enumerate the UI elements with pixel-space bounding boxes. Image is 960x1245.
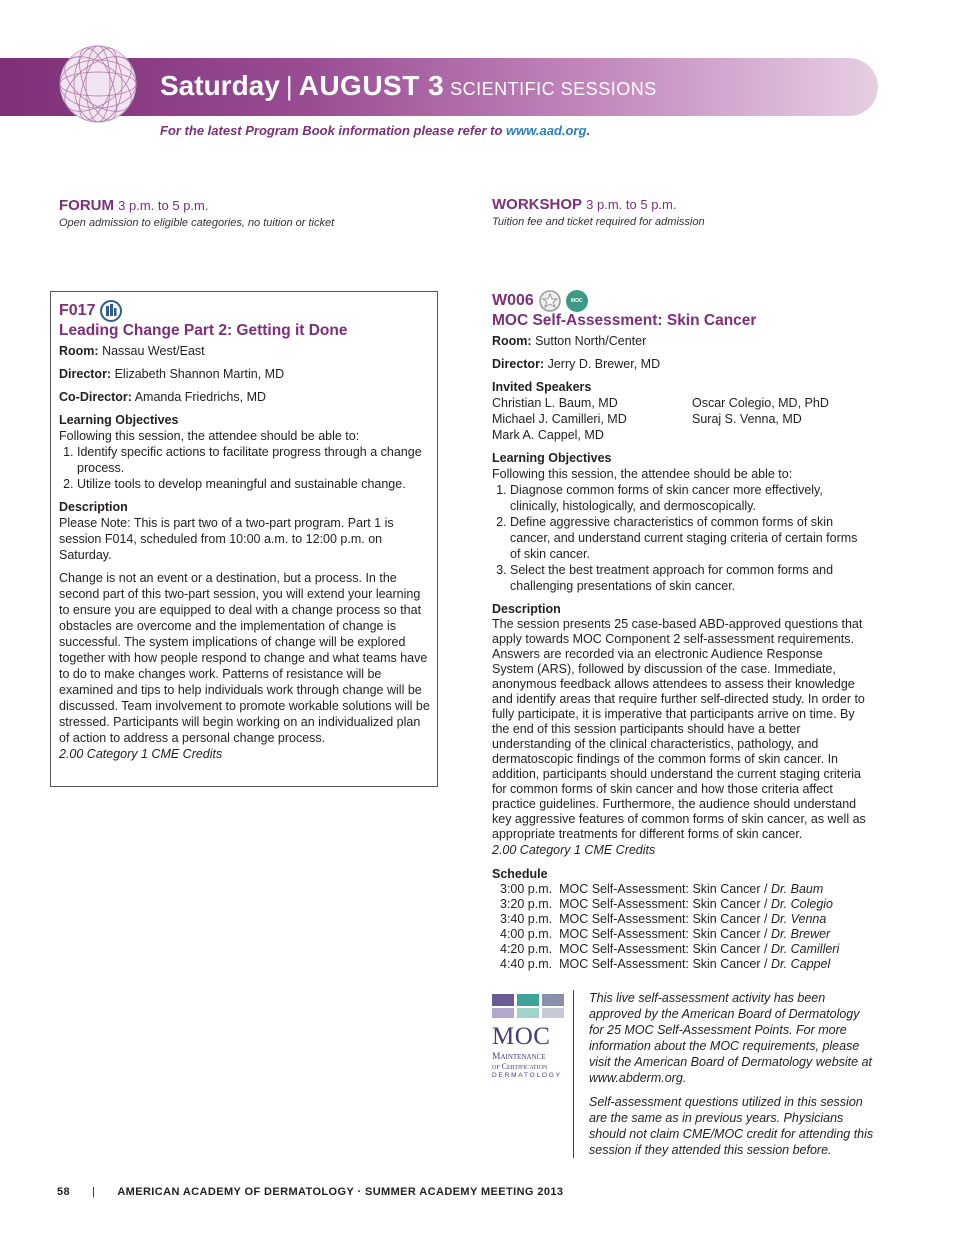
director-line: Director: Jerry D. Brewer, MD xyxy=(492,357,661,371)
objective-item: 1. Identify specific actions to facilitate progress through a change process. xyxy=(77,444,431,476)
cme-credits: 2.00 Category 1 CME Credits xyxy=(492,843,656,857)
objectives-intro: Following this session, the attendee should be able to: xyxy=(492,467,793,481)
cme-credits: 2.00 Category 1 CME Credits xyxy=(59,747,223,761)
meeting-name: AMERICAN ACADEMY OF DERMATOLOGY · SUMMER ACADEMY MEETING 2013 xyxy=(117,1186,564,1198)
self-assessment-icon xyxy=(539,290,561,312)
objective-item: 3. Select the best treatment approach for common forms and challenging presentations of skin cancer. xyxy=(510,562,866,594)
speaker: Mark A. Cappel, MD xyxy=(492,428,604,442)
moc-mark: MOC xyxy=(492,1023,551,1050)
description-heading: Description xyxy=(59,500,128,514)
room-line: Room: Nassau West/East xyxy=(59,344,205,358)
objectives-list xyxy=(59,444,431,492)
schedule-row: 4:20 p.m. MOC Self-Assessment: Skin Cancer / Dr. Camilleri xyxy=(500,942,840,956)
moc-logo: MOC Maintenance of Certification DERMATOLOGY xyxy=(492,994,564,1080)
day-label: Saturday xyxy=(160,70,280,101)
workshop-note: Tuition fee and ticket required for admission xyxy=(492,216,705,228)
forum-note: Open admission to eligible categories, no tuition or ticket xyxy=(59,217,335,229)
program-notice: For the latest Program Book information please refer to www.aad.org. xyxy=(160,123,591,138)
speakers-list xyxy=(492,395,866,443)
director-line: Director: Elizabeth Shannon Martin, MD xyxy=(59,367,285,381)
schedule-list xyxy=(492,882,866,972)
w006-session xyxy=(492,290,866,972)
session-title: Leading Change Part 2: Getting it Done xyxy=(59,322,348,339)
page-number: 58 xyxy=(57,1186,71,1198)
sessions-label: SCIENTIFIC SESSIONS xyxy=(450,79,657,99)
moc-approval-text: This live self-assessment activity has been approved by the American Board of Dermatology for 25 MOC Self-Assessment Points. For more information about the MOC requirements, please visit the American Board of Dermatology website at www.abderm.org. xyxy=(589,991,872,1085)
objectives-list xyxy=(492,482,866,594)
schedule-row: 3:00 p.m. MOC Self-Assessment: Skin Cancer / Dr. Baum xyxy=(500,882,824,896)
title-separator: | xyxy=(285,71,293,101)
objective-item: 2. Define aggressive characteristics of common forms of skin cancer, and understand current staging criteria of certain forms of skin cancer. xyxy=(510,514,866,562)
room-line: Room: Sutton North/Center xyxy=(492,334,647,348)
objective-item: 1. Diagnose common forms of skin cancer more effectively, clinically, histologically, and dermoscopically. xyxy=(510,482,866,514)
date-label: AUGUST 3 xyxy=(298,70,445,101)
moc-badge-icon: MOC xyxy=(566,290,588,312)
speaker: Michael J. Camilleri, MD xyxy=(492,412,627,426)
speaker: Suraj S. Venna, MD xyxy=(692,412,802,426)
schedule-row: 3:20 p.m. MOC Self-Assessment: Skin Cancer / Dr. Colegio xyxy=(500,897,834,911)
objective-item: 2. Utilize tools to develop meaningful and sustainable change. xyxy=(77,476,431,492)
description-body: Change is not an event or a destination, but a process. In the second part of this two-part session, you will extend your learning to ensure you are equipped to deal with a change process so that obstacles are overcome and the implementation of change is successful. The system implications of change will be explored together with how people respond to change and what teams have to do to make changes work. Patterns of resistance will be examined and tips to help individuals work through change will be discussed. Team involvement to promote workable solutions will be stressed. Participants will begin working on an individualized plan of action to address a personal change process. xyxy=(59,571,430,745)
schedule-row: 3:40 p.m. MOC Self-Assessment: Skin Cancer / Dr. Venna xyxy=(500,912,827,926)
description-body: The session presents 25 case-based ABD-approved questions that apply towards MOC Component 2 self-assessment requirements. Answers are recorded via an electronic Audience Response System (ARS), followed by discussion of the case. Immediate, anonymous feedback allows attendees to assess their knowledge and identify areas that require further self-directed study. In order to fully participate, it is imperative that participants arrive on time. By the end of this session participants should have a better understanding of the clinical characteristics, pathology, and dermatoscopic findings of the common forms of skin cancer. In addition, participants should understand the current staging criteria for common forms of skin cancer and how those criteria affect practice guidelines. Furthermore, the audience should understand key aggressive features of common forms of skin cancer, as well as appropriate treatments for different forms of skin cancer. xyxy=(492,617,866,841)
session-code: F017 xyxy=(59,300,431,322)
leadership-icon xyxy=(100,300,122,322)
workshop-heading: WORKSHOP 3 p.m. to 5 p.m. xyxy=(492,196,677,213)
page-footer: 58 | AMERICAN ACADEMY OF DERMATOLOGY · SUMMER ACADEMY MEETING 2013 xyxy=(57,1186,564,1198)
schedule-heading: Schedule xyxy=(492,867,548,881)
speaker: Oscar Colegio, MD, PhD xyxy=(692,396,829,410)
schedule-row: 4:00 p.m. MOC Self-Assessment: Skin Cancer / Dr. Brewer xyxy=(500,927,831,941)
speakers-heading: Invited Speakers xyxy=(492,380,592,394)
schedule-row: 4:40 p.m. MOC Self-Assessment: Skin Cancer / Dr. Cappel xyxy=(500,957,831,971)
globe-icon xyxy=(58,44,138,124)
moc-squares-icon xyxy=(492,994,564,1020)
f017-session xyxy=(59,300,431,762)
objectives-intro: Following this session, the attendee should be able to: xyxy=(59,429,360,443)
objectives-heading: Learning Objectives xyxy=(59,413,179,427)
moc-disclaimer-text: Self-assessment questions utilized in this session are the same as in previous years. Physicians should not claim CME/MOC credit for attending this session if they attended this session before. xyxy=(589,1095,874,1157)
aad-link[interactable]: www.aad.org xyxy=(506,123,587,138)
session-code: W006 MOC xyxy=(492,290,866,312)
forum-heading: FORUM 3 p.m. to 5 p.m. xyxy=(59,197,209,214)
objectives-heading: Learning Objectives xyxy=(492,451,612,465)
session-title: MOC Self-Assessment: Skin Cancer xyxy=(492,312,757,329)
page-title xyxy=(160,70,657,102)
moc-note xyxy=(573,990,874,1158)
description-heading: Description xyxy=(492,602,561,616)
codirector-line: Co-Director: Amanda Friedrichs, MD xyxy=(59,390,267,404)
description-note: Please Note: This is part two of a two-part program. Part 1 is session F014, scheduled from 10:00 a.m. to 12:00 p.m. on Saturday. xyxy=(59,516,394,562)
speaker: Christian L. Baum, MD xyxy=(492,396,618,410)
